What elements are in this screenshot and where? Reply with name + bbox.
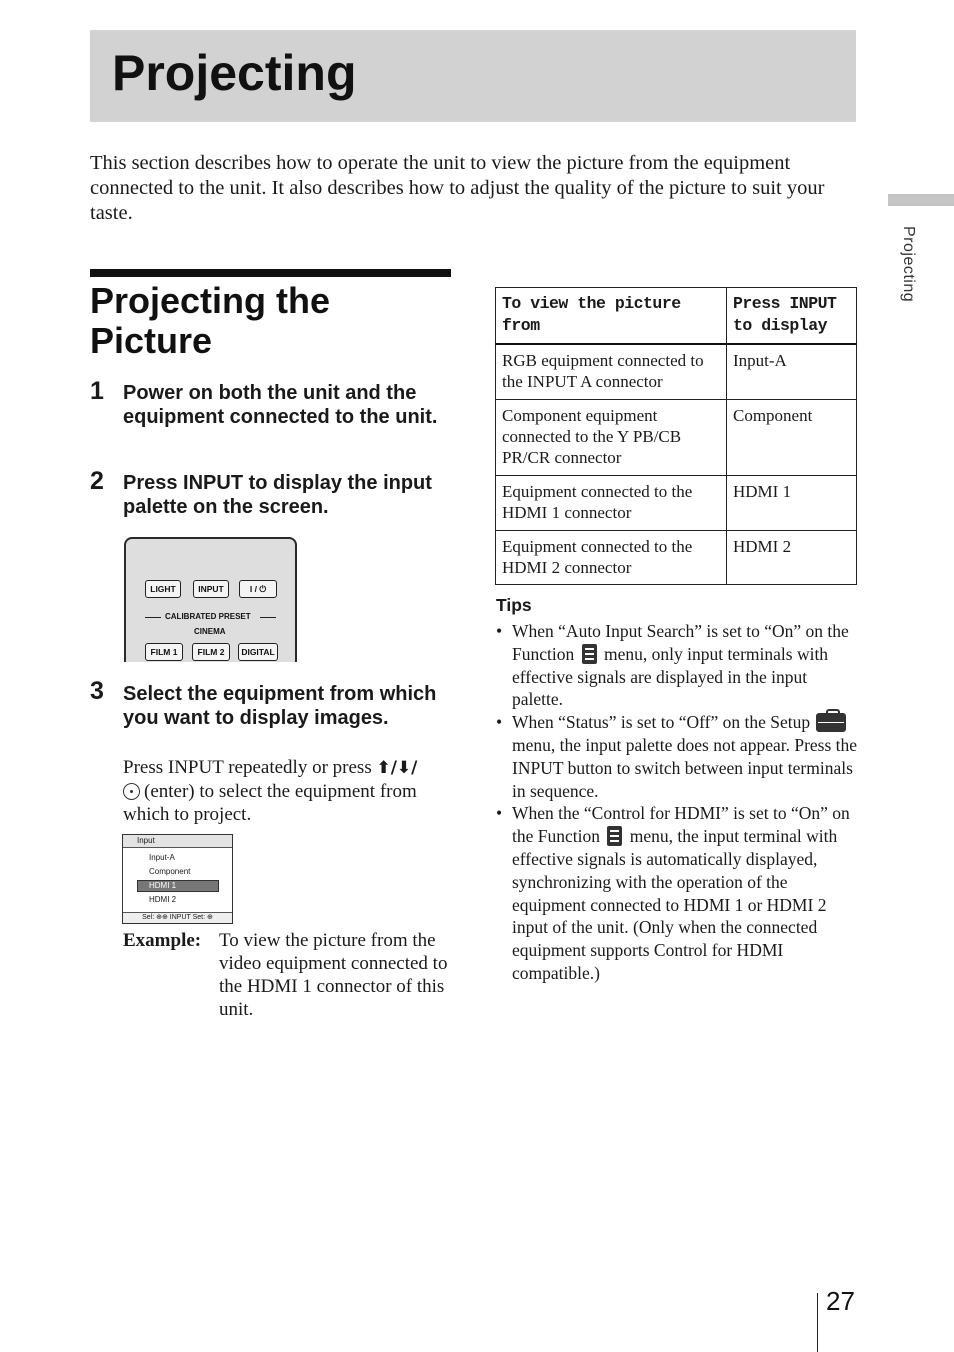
side-tab-label: Projecting — [900, 226, 917, 303]
example-label: Example: — [123, 930, 202, 951]
input-palette-screenshot — [122, 834, 233, 924]
step-3-body-pre: Press INPUT repeatedly or press — [123, 757, 377, 778]
table-cell-display: Component — [727, 399, 857, 475]
remote-divider-left — [145, 617, 161, 618]
table-cell-display: Input-A — [727, 344, 857, 399]
tip-2-pre: When “Status” is set to “Off” on the Setup — [512, 712, 811, 733]
remote-cinema-label: CINEMA — [194, 627, 226, 636]
step-3-number: 3 — [90, 677, 104, 705]
table-cell-display: HDMI 2 — [727, 530, 857, 584]
remote-film1-button: FILM 1 — [145, 643, 183, 661]
remote-calibrated-preset-label: CALIBRATED PRESET — [165, 612, 251, 621]
intro-paragraph: This section describes how to operate the unit to view the picture from the equipment connected to the unit. It also describes how to adjust the quality of the picture to suit your taste. — [90, 152, 825, 224]
tip-1-post: menu, only input terminals with effective signals are displayed in the input palette. — [512, 643, 829, 710]
function-menu-icon — [582, 644, 597, 664]
palette-item-hdmi2: HDMI 2 — [149, 895, 177, 904]
remote-film2-button: FILM 2 — [192, 643, 230, 661]
table-cell-source: Equipment connected to the HDMI 2 connector — [496, 530, 727, 584]
remote-divider-right — [260, 617, 276, 618]
tip-1-pre: When “Auto Input Search” is set to “On” on the Function — [512, 621, 849, 664]
tip-2-post: menu, the input palette does not appear. Press the INPUT button to switch between input terminals in sequence. — [512, 734, 858, 801]
palette-title: Input — [123, 835, 232, 848]
remote-power-button: I / ⏻ — [239, 580, 277, 598]
step-3-body — [123, 756, 453, 826]
palette-item-input-a: Input-A — [149, 853, 175, 862]
tip-3-pre: When the “Control for HDMI” is set to “On” on the Function — [512, 803, 850, 847]
page-number-rule — [817, 1293, 818, 1352]
palette-item-hdmi1: HDMI 1 — [149, 881, 177, 890]
tip-3-post: menu, the input terminal with effective signals is automatically displayed, synchronizing with the operation of the equipment connected to HDMI 1 or HDMI 2 input of the unit. (Only when the connected equipment supports Control for HDMI compatible.) — [512, 826, 838, 983]
step-1-number: 1 — [90, 377, 104, 405]
tip-item — [496, 711, 858, 802]
section-title-line1: Projecting the — [90, 280, 331, 321]
side-tab-bar — [888, 194, 954, 206]
tip-item — [496, 802, 858, 984]
table-header-source: To view the picture from — [496, 288, 727, 345]
example-text: To view the picture from the video equipment connected to the HDMI 1 connector of this unit. — [219, 930, 448, 1020]
page-title: Projecting — [112, 45, 357, 101]
table-header-display: Press INPUT to display — [727, 288, 857, 345]
step-3-body-post: (enter) to select the equipment from which to project. — [123, 781, 417, 825]
tips-title: Tips — [496, 595, 532, 615]
table-row — [496, 399, 857, 475]
setup-menu-icon — [816, 713, 846, 732]
table-cell-source: RGB equipment connected to the INPUT A connector — [496, 344, 727, 399]
table-cell-source: Component equipment connected to the Y PB/CB PR/CR connector — [496, 399, 727, 475]
remote-input-button: INPUT — [193, 580, 229, 598]
enter-icon — [123, 783, 140, 800]
table-row — [496, 344, 857, 399]
arrow-keys: ⬆/⬇/ — [376, 758, 418, 778]
palette-footer: Sel: ⊕⊕ INPUT Set: ⊕ — [123, 912, 232, 923]
remote-control-illustration — [124, 537, 297, 662]
tip-item — [496, 620, 858, 711]
remote-digital-button: DIGITAL — [238, 643, 278, 661]
step-2-number: 2 — [90, 467, 104, 495]
page-number: 27 — [826, 1286, 855, 1316]
step-1-heading: Power on both the unit and the equipment connected to the unit. — [123, 382, 438, 428]
table-cell-source: Equipment connected to the HDMI 1 connector — [496, 475, 727, 530]
tips-list — [496, 620, 858, 985]
step-2-heading: Press INPUT to display the input palette on the screen. — [123, 472, 432, 518]
table-row — [496, 475, 857, 530]
section-title — [90, 281, 330, 361]
table-header-row — [496, 288, 857, 345]
function-menu-icon — [607, 826, 622, 846]
section-title-line2: Picture — [90, 320, 213, 361]
input-table — [495, 287, 857, 585]
table-cell-display: HDMI 1 — [727, 475, 857, 530]
step-3-heading: Select the equipment from which you want to display images. — [123, 683, 437, 729]
palette-item-component: Component — [149, 867, 191, 876]
remote-light-button: LIGHT — [145, 580, 181, 598]
title-banner — [90, 30, 856, 122]
section-rule — [90, 269, 451, 277]
table-row — [496, 530, 857, 584]
